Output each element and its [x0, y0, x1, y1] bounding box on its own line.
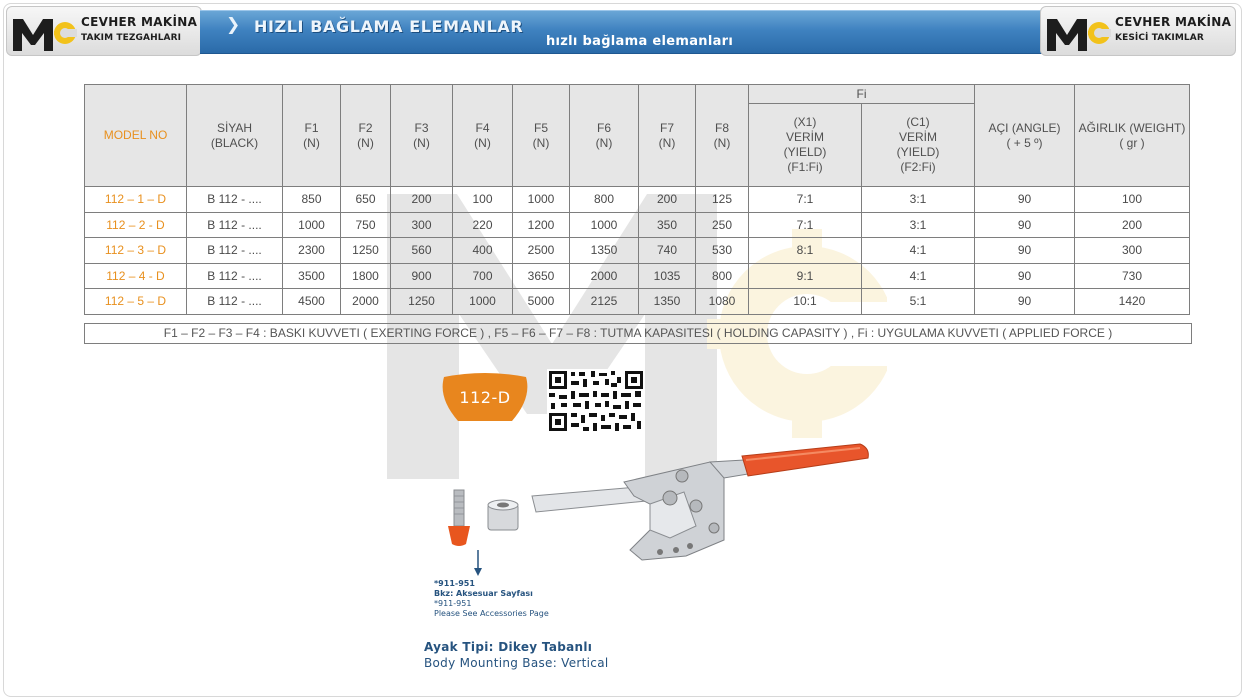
logo-left[interactable] [6, 6, 202, 56]
cell-c1: 5:1 [862, 289, 975, 315]
company-logo-icon [13, 15, 77, 51]
col-header-f4: F4 (N) [453, 85, 513, 187]
mounting-base-en: Body Mounting Base: Vertical [424, 656, 609, 670]
col-header-f1: F1 (N) [283, 85, 341, 187]
page-frame [3, 3, 1242, 697]
cell-f2: 1800 [341, 263, 391, 289]
logo-right[interactable] [1040, 6, 1236, 56]
table-row [85, 263, 1190, 289]
qr-code-icon[interactable] [547, 369, 645, 433]
cell-f5: 3650 [513, 263, 570, 289]
cell-f2: 750 [341, 212, 391, 238]
col-header-f3: F3 (N) [391, 85, 453, 187]
accessory-note-tr: Bkz: Aksesuar Sayfası [434, 589, 533, 598]
cell-weight: 100 [1075, 187, 1190, 213]
header [4, 4, 1242, 58]
cell-f1: 850 [283, 187, 341, 213]
cell-f8: 125 [696, 187, 749, 213]
cell-model: 112 – 1 – D [85, 187, 187, 213]
cell-f4: 400 [453, 238, 513, 264]
cell-f5: 1200 [513, 212, 570, 238]
cell-black: B 112 - .... [187, 263, 283, 289]
page-banner [200, 10, 1044, 54]
cell-f5: 1000 [513, 187, 570, 213]
cell-f3: 1250 [391, 289, 453, 315]
cell-c1: 4:1 [862, 238, 975, 264]
cell-angle: 90 [975, 187, 1075, 213]
cell-f5: 2500 [513, 238, 570, 264]
cell-x1: 8:1 [749, 238, 862, 264]
spec-table-body [85, 187, 1190, 315]
cell-weight: 730 [1075, 263, 1190, 289]
cell-f7: 740 [639, 238, 696, 264]
col-header-f8: F8 (N) [696, 85, 749, 187]
cell-f7: 350 [639, 212, 696, 238]
cell-c1: 3:1 [862, 212, 975, 238]
cell-weight: 200 [1075, 212, 1190, 238]
spec-table [84, 84, 1190, 315]
cell-f8: 250 [696, 212, 749, 238]
cell-f8: 800 [696, 263, 749, 289]
col-header-f7: F7 (N) [639, 85, 696, 187]
col-header-x1: (X1) VERİM (YIELD) (F1:Fi) [749, 104, 862, 187]
col-header-weight: AĞIRLIK (WEIGHT) ( gr ) [1075, 85, 1190, 187]
cell-f2: 650 [341, 187, 391, 213]
toggle-clamp-image [424, 434, 874, 574]
force-legend: F1 – F2 – F3 – F4 : BASKI KUVVETI ( EXERTING FORCE ) , F5 – F6 – F7 – F8 : TUTMA KAPASITESI ( HOLDING CAPASITY ) , Fi : UYGULAMA KUVVETI ( APPLIED FORCE ) [84, 323, 1192, 344]
cell-black: B 112 - .... [187, 187, 283, 213]
cell-f4: 1000 [453, 289, 513, 315]
cell-f3: 300 [391, 212, 453, 238]
cell-f8: 530 [696, 238, 749, 264]
col-header-f2: F2 (N) [341, 85, 391, 187]
page-title: HIZLI BAĞLAMA ELEMANLAR [254, 17, 524, 36]
cell-f4: 220 [453, 212, 513, 238]
logo-right-text [1115, 16, 1231, 43]
cell-angle: 90 [975, 238, 1075, 264]
cell-f3: 560 [391, 238, 453, 264]
cell-model: 112 – 4 - D [85, 263, 187, 289]
accessory-note [434, 579, 549, 619]
cell-f6: 800 [570, 187, 639, 213]
cell-model: 112 – 5 – D [85, 289, 187, 315]
col-header-model: MODEL NO [85, 85, 187, 187]
cell-f7: 1035 [639, 263, 696, 289]
cell-x1: 10:1 [749, 289, 862, 315]
page-subtitle: hızlı bağlama elemanları [546, 34, 734, 49]
chevron-right-icon: ❯ [226, 15, 241, 35]
cell-f1: 3500 [283, 263, 341, 289]
cell-f5: 5000 [513, 289, 570, 315]
cell-f6: 2125 [570, 289, 639, 315]
cell-model: 112 – 3 – D [85, 238, 187, 264]
cell-f8: 1080 [696, 289, 749, 315]
cell-c1: 4:1 [862, 263, 975, 289]
cell-angle: 90 [975, 289, 1075, 315]
table-row [85, 238, 1190, 264]
table-row [85, 212, 1190, 238]
cell-c1: 3:1 [862, 187, 975, 213]
col-header-angle: AÇI (ANGLE) ( + 5 º) [975, 85, 1075, 187]
col-header-black: SİYAH (BLACK) [187, 85, 283, 187]
cell-f6: 2000 [570, 263, 639, 289]
accessory-note-en: Please See Accessories Page [434, 609, 549, 618]
cell-f3: 200 [391, 187, 453, 213]
cell-f4: 700 [453, 263, 513, 289]
logo-left-sub: TAKIM TEZGAHLARI [81, 33, 182, 43]
cell-x1: 9:1 [749, 263, 862, 289]
logo-right-sub: KESİCİ TAKIMLAR [1115, 33, 1204, 43]
cell-f2: 2000 [341, 289, 391, 315]
cell-black: B 112 - .... [187, 289, 283, 315]
logo-left-name: CEVHER MAKİNA [81, 15, 198, 29]
cell-weight: 1420 [1075, 289, 1190, 315]
cell-f3: 900 [391, 263, 453, 289]
logo-left-text [81, 16, 197, 43]
cell-model: 112 – 2 - D [85, 212, 187, 238]
table-row [85, 289, 1190, 315]
cell-f6: 1350 [570, 238, 639, 264]
arrow-down-icon [473, 550, 483, 576]
cell-f1: 4500 [283, 289, 341, 315]
cell-f6: 1000 [570, 212, 639, 238]
cell-black: B 112 - .... [187, 212, 283, 238]
cell-f1: 2300 [283, 238, 341, 264]
cell-f2: 1250 [341, 238, 391, 264]
mounting-base-tr: Ayak Tipi: Dikey Tabanlı [424, 640, 593, 654]
cell-f1: 1000 [283, 212, 341, 238]
col-header-f5: F5 (N) [513, 85, 570, 187]
cell-angle: 90 [975, 212, 1075, 238]
cell-angle: 90 [975, 263, 1075, 289]
mounting-base-note [424, 640, 609, 670]
accessory-code: *911-951 [434, 579, 475, 588]
accessory-code-en: *911-951 [434, 599, 472, 608]
col-group-fi: Fi [749, 85, 975, 104]
col-header-c1: (C1) VERİM (YIELD) (F2:Fi) [862, 104, 975, 187]
company-logo-icon [1047, 15, 1111, 51]
cell-f7: 200 [639, 187, 696, 213]
table-row [85, 187, 1190, 213]
cell-x1: 7:1 [749, 212, 862, 238]
col-header-f6: F6 (N) [570, 85, 639, 187]
cell-f4: 100 [453, 187, 513, 213]
cell-black: B 112 - .... [187, 238, 283, 264]
cell-x1: 7:1 [749, 187, 862, 213]
cell-weight: 300 [1075, 238, 1190, 264]
cell-f7: 1350 [639, 289, 696, 315]
logo-right-name: CEVHER MAKİNA [1115, 15, 1232, 29]
model-badge: 112-D [459, 388, 511, 407]
